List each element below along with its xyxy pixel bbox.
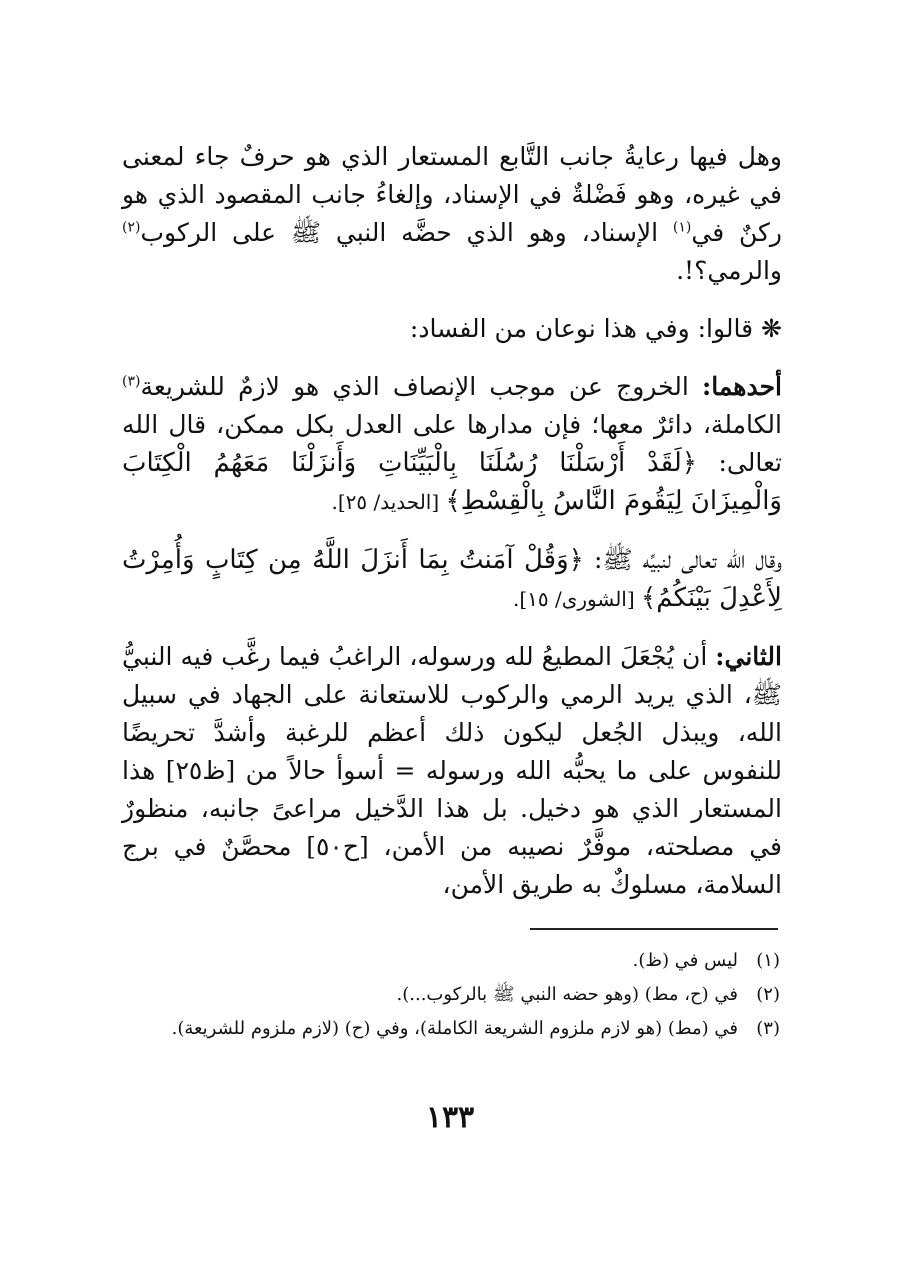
footnote-number: (٣) — [756, 1018, 780, 1039]
quran-verse-hadid: ﴿لَقَدْ أَرْسَلْنَا رُسُلَنَا بِالْبَيِّنَاتِ وَأَنزَلْنَا مَعَهُمُ الْكِتَابَ وَالْمِيزَانَ لِيَقُومَ النَّاسُ بِالْقِسْطِ﴾ — [122, 448, 782, 516]
paragraph-1-text-b: الإسناد، وهو الذي حضَّه النبي ﷺ على الركوب — [140, 218, 673, 247]
footnote-ref-3: (٣) — [122, 373, 141, 390]
quran-verse-shura: ﴿وَقُلْ آمَنتُ بِمَا أَنزَلَ اللَّهُ مِن كِتَابٍ وَأُمِرْتُ لِأَعْدِلَ بَيْنَكُمُ﴾ — [122, 545, 782, 613]
footnote-number: (٢) — [756, 984, 780, 1005]
footnote-3 — [130, 1014, 780, 1044]
paragraph-2-text: ❋ قالوا: وفي هذا نوعان من الفساد: — [409, 314, 782, 343]
footnote-text: ليس في (ظ). — [632, 950, 738, 971]
footnotes — [130, 946, 780, 1048]
paragraph-5-text: أن يُجْعَلَ المطيعُ لله ورسوله، الراغبُ فيما رغَّب فيه النبيُّ ﷺ، الذي يريد الرمي والركوب للاستعانة على الجهاد في سبيل الله، ويبذل الجُعل ليكون ذلك أعظم للرغبة وأشدَّ تحريضًا للنفوس على ما يحبُّه الله ورسوله = أسوأ حالاً من [ظ٢٥] هذا المستعار الذي هو دخيل. بل هذا الدَّخيل مراعىً جانبه، منظورٌ في مصلحته، موفَّرٌ نصيبه من الأمن، [ح٥٠] محصَّنٌ في برج السلامة، مسلوكٌ به طريق الأمن، — [122, 642, 783, 899]
paragraph-3 — [122, 368, 782, 521]
paragraph-3-text-a: الخروج عن موجب الإنصاف الذي هو لازمٌ للشريعة — [140, 372, 702, 401]
footnote-1 — [130, 946, 780, 976]
footnote-ref-1: (١) — [672, 219, 692, 236]
paragraph-1-text-c: والرمي؟!. — [676, 256, 782, 285]
footnote-2 — [130, 980, 780, 1010]
verse-reference-hadid: [الحديد/ ٢٥]. — [331, 490, 446, 514]
footnote-divider — [530, 928, 778, 930]
paragraph-5 — [122, 638, 782, 904]
paragraph-2 — [122, 310, 782, 348]
paragraph-4 — [122, 541, 782, 618]
footnote-text: في (ح، مط) (وهو حضه النبي ﷺ بالركوب...). — [396, 984, 738, 1005]
footnote-ref-2: (٢) — [122, 219, 141, 236]
paragraph-1-text-a: وهل فيها رعايةُ جانب التَّابع المستعار الذي هو حرفٌ جاء لمعنى في غيره، وهو فَضْلةٌ في الإسناد، وإلغاءُ جانب المقصود الذي هو ركنٌ في — [122, 142, 782, 247]
first-kind-heading: أحدهما: — [701, 372, 782, 401]
paragraph-4-text: وقال الله تعالى لنبيِّه ﷺ: — [583, 545, 782, 574]
main-text — [122, 138, 782, 924]
page-number: ١٣٣ — [425, 1100, 475, 1135]
second-kind-heading: الثاني: — [715, 642, 782, 671]
paragraph-1 — [122, 138, 782, 290]
verse-reference-shura: [الشورى/ ١٥]. — [512, 587, 642, 611]
footnote-text: في (مط) (هو لازم ملزوم الشريعة الكاملة)، وفي (ح) (لازم ملزوم للشريعة). — [171, 1018, 738, 1039]
paragraph-3-text-b: الكاملة، دائرٌ معها؛ فإن مدارها على العدل بكل ممكن، قال الله تعالى: — [122, 410, 782, 477]
footnote-number: (١) — [756, 950, 780, 971]
